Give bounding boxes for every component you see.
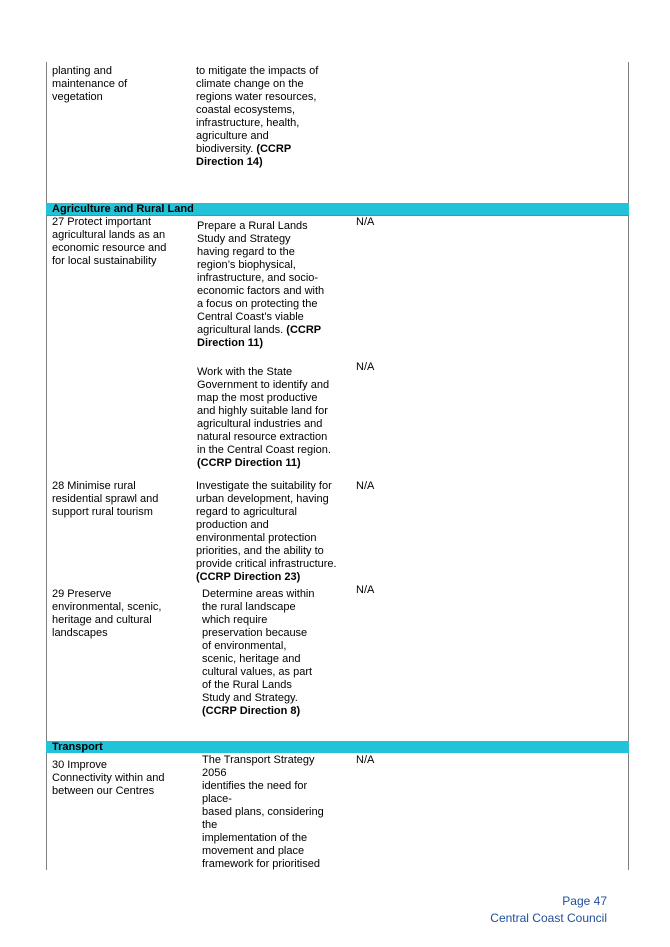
action-cell: Work with the State Government to identify and map the most productive and highly suitable land for agricultural industries and natural resource extraction in the Central Coast region. (CCRP Direction 11) [197,366,331,469]
section-heading-band [46,203,629,215]
objective-cell: 28 Minimise rural residential sprawl and support rural tourism [52,480,159,518]
action-cell: The Transport Strategy 2056 identifies the need for place- based plans, considering the implementation of the movement and place framework for prioritised [202,754,324,870]
organization-name: Central Coast Council [490,911,607,925]
status-cell: N/A [356,480,375,492]
action-cell: Prepare a Rural Lands Study and Strategy having regard to the region’s biophysical, infrastructure, and socio- economic factors and with a focus on protecting the Central Coast’s viable agricultural lands. (CCRP Direction 11) [197,220,325,349]
section-heading: Transport [52,741,103,753]
objective-cell: 30 Improve Connectivity within and between our Centres [52,759,165,797]
action-cell: to mitigate the impacts of climate change on the regions water resources, coastal ecosystems, infrastructure, health, agriculture and biodiversity. (CCRP Direction 14) [196,65,319,168]
status-cell: N/A [356,216,375,228]
objective-cell: 29 Preserve environmental, scenic, heritage and cultural landscapes [52,588,162,639]
objective-cell: planting and maintenance of vegetation [52,65,128,103]
section-heading-band [46,741,629,753]
action-cell: Determine areas within the rural landscape which require preservation because of environmental, scenic, heritage and cultural values, as part of the Rural Lands Study and Strategy. (CCRP Direction 8) [202,588,315,717]
page-number: Page 47 [562,894,607,908]
status-cell: N/A [356,754,375,766]
status-cell: N/A [356,361,375,373]
action-cell: Investigate the suitability for urban development, having regard to agricultural production and environmental protection priorities, and the ability to provide critical infrastructure. (CCRP Direction 23) [196,480,337,583]
section-heading: Agriculture and Rural Land [52,203,194,215]
status-cell: N/A [356,584,375,596]
objective-cell: 27 Protect important agricultural lands as an economic resource and for local sustainability [52,216,167,267]
